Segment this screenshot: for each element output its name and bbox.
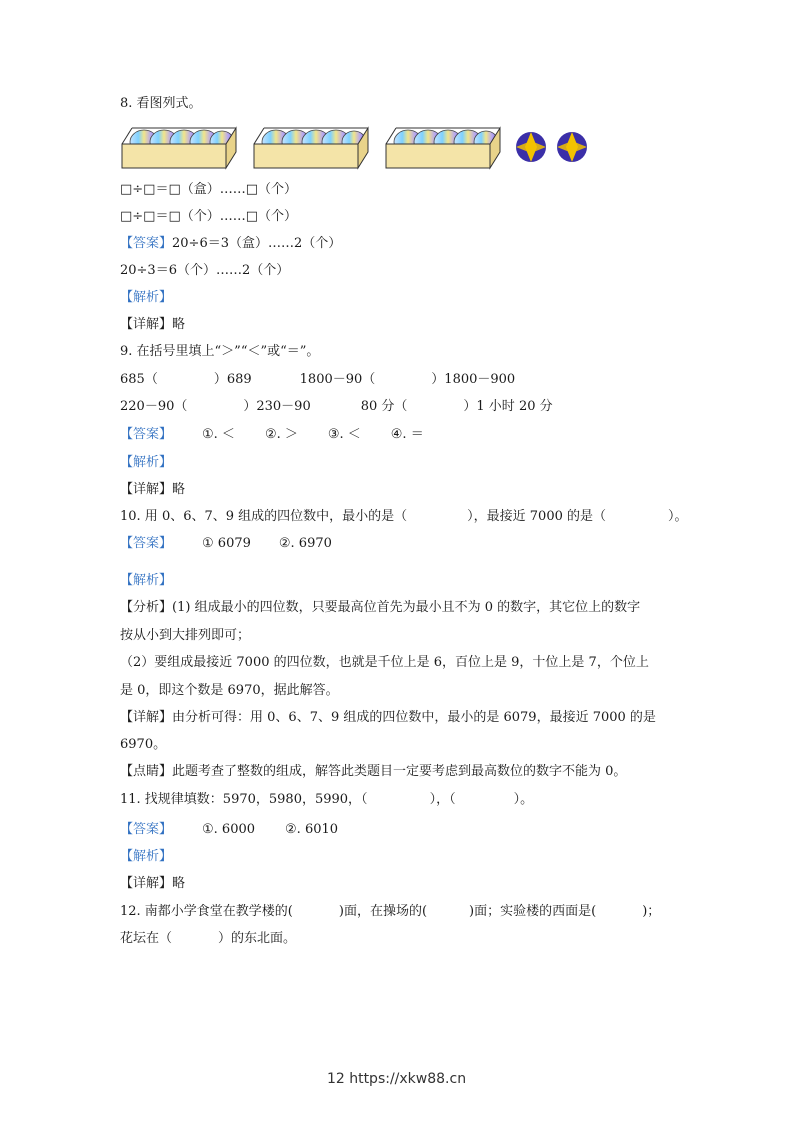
answer-tag: 【答案】 [120, 236, 173, 251]
answer-tag: 【答案】 [120, 822, 173, 837]
q11-analysis-tag: 【解析】 [120, 849, 173, 864]
q9-answer-row [120, 426, 424, 444]
q10-fenxi-text-1: (1) 组成最小的四位数，只要最高位首先为最小且不为 0 的数字，其它位上的数字 [172, 600, 641, 615]
q8-answer-row [120, 235, 341, 253]
page-footer: 12 https://xkw88.cn [326, 1071, 467, 1087]
q10-fenxi-4: 是 0，即这个数是 6970，据此解答。 [120, 683, 339, 698]
detail-tag: 【详解】 [120, 317, 173, 332]
q8-answer-2: 20÷3＝6（个）……2（个） [120, 263, 290, 278]
q11-detail-row [120, 875, 185, 893]
q10-title [120, 508, 688, 526]
q11-detail: 略 [172, 876, 186, 891]
q11-answer-2: ②. 6010 [285, 822, 339, 837]
q9-row-2 [120, 398, 553, 416]
q8-title: 8. 看图列式。 [120, 96, 202, 111]
detail-tag: 【详解】 [120, 876, 173, 891]
q9-row-1 [120, 371, 515, 389]
ball-box-3 [386, 128, 500, 168]
fenxi-tag: 【分析】 [120, 600, 173, 615]
q9-r2c: 80 分（ [360, 399, 408, 414]
q11-title-a: 11. 找规律填数：5970，5980，5990，（ [120, 792, 368, 807]
q9-detail: 略 [172, 482, 186, 497]
q9-r1d: ）1800－900 [431, 372, 516, 387]
q10-fenxi-3: （2）要组成最接近 7000 的四位数，也就是千位上是 6，百位上是 9，十位上是 7，个位上 [120, 655, 649, 670]
q9-r2b: ）230－90 [243, 399, 311, 414]
q10-answer-1: ① 6079 [202, 536, 251, 551]
q9-r1a: 685（ [120, 372, 158, 387]
q8-detail-row [120, 316, 185, 334]
q11-title [120, 791, 533, 809]
q10-dianjing: 此题考查了整数的组成，解答此类题目一定要考虑到最高数位的数字不能为 0。 [172, 764, 627, 779]
q12-l1b: )面，在操场的( [338, 904, 428, 919]
dianjing-tag: 【点睛】 [120, 764, 173, 779]
q12-l2b: ）的东北面。 [218, 931, 297, 946]
loose-ball-1 [516, 132, 546, 162]
q12-l1d: )； [642, 904, 661, 919]
q8-illustration [120, 120, 600, 172]
q9-r1b: ）689 [213, 372, 252, 387]
q10-answer-row [120, 535, 332, 553]
q10-title-b: ），最接近 7000 的是（ [467, 509, 607, 524]
q11-answer-row [120, 821, 338, 839]
q10-detail-2: 6970。 [120, 737, 167, 752]
q12-l1a: 12. 南都小学食堂在教学楼的( [120, 904, 293, 919]
q9-r1c: 1800－90（ [299, 372, 376, 387]
q12-l2a: 花坛在（ [120, 931, 173, 946]
answer-tag: 【答案】 [120, 536, 173, 551]
detail-tag: 【详解】 [120, 710, 173, 725]
q9-answer-4: ④. ＝ [390, 427, 424, 442]
q10-detail-1: 由分析可得：用 0、6、7、9 组成的四位数中，最小的是 6079，最接近 7000 的是 [172, 710, 656, 725]
q8-template-1: □÷□＝□（盒）……□（个） [120, 182, 298, 197]
q9-answer-2: ②. ＞ [264, 427, 298, 442]
q9-r2d: ）1 小时 20 分 [463, 399, 553, 414]
q9-title: 9. 在括号里填上“＞”“＜”或“＝”。 [120, 344, 320, 359]
q12-l1c: )面；实验楼的西面是( [469, 904, 597, 919]
q8-detail: 略 [172, 317, 186, 332]
q10-answer-2: ②. 6970 [278, 536, 332, 551]
q9-r2a: 220－90（ [120, 399, 188, 414]
ball-box-2 [254, 128, 368, 168]
q10-detail-row [120, 709, 656, 727]
loose-ball-2 [557, 132, 587, 162]
q8-template-2: □÷□＝□（个）……□（个） [120, 209, 298, 224]
q11-title-c: ）。 [513, 792, 534, 807]
q11-title-b: ），（ [429, 792, 456, 807]
q8-analysis-tag: 【解析】 [120, 290, 173, 305]
q9-answer-3: ③. ＜ [327, 427, 361, 442]
q9-analysis-tag: 【解析】 [120, 455, 173, 470]
answer-tag: 【答案】 [120, 427, 173, 442]
q9-detail-row [120, 481, 185, 499]
q10-title-a: 10. 用 0、6、7、9 组成的四位数中，最小的是（ [120, 509, 408, 524]
q12-line-1 [120, 903, 660, 921]
q10-fenxi-1 [120, 599, 640, 617]
q9-answer-1: ①. ＜ [202, 427, 235, 442]
q8-answer-1: 20÷6＝3（盒）……2（个） [172, 236, 342, 251]
q10-fenxi-2: 按从小到大排列即可； [120, 628, 251, 643]
q12-line-2 [120, 930, 296, 948]
q11-answer-1: ①. 6000 [202, 822, 256, 837]
q10-title-c: ）。 [668, 509, 688, 524]
q10-analysis-tag: 【解析】 [120, 573, 173, 588]
q10-dianjing-row [120, 763, 626, 781]
ball-box-1 [122, 128, 236, 168]
detail-tag: 【详解】 [120, 482, 173, 497]
